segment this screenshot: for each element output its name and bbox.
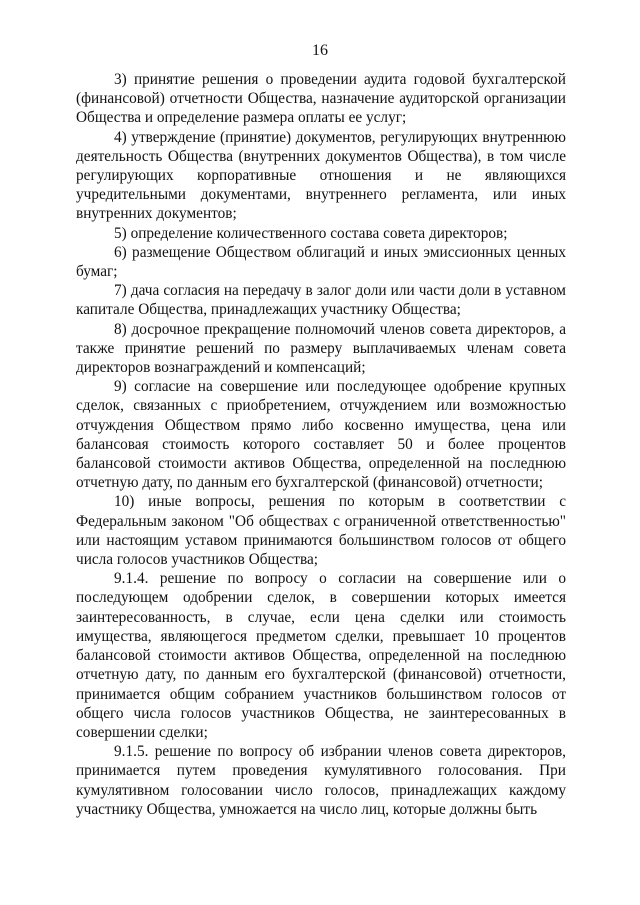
paragraph-item-3: 3) принятие решения о проведении аудита годовой бухгалтерской (финансовой) отчетности Общества, назначение аудиторской организации Общества и определение размера оплаты ее услуг; bbox=[76, 71, 566, 127]
paragraph-clause-9-1-4: 9.1.4. решение по вопросу о согласии на совершение или о последующем одобрении сделок, в совершении которых имеется заинтересованность, в случае, если цена сделки или стоимость имущества, являющегося предметом сделки, превышает 10 процентов балансовой стоимости активов Общества, определенной на последнюю отчетную дату, по данным его бухгалтерской (финансовой) отчетности, принимается общим собранием участников большинством голосов от общего числа голосов участников Общества, не заинтересованных в совершении сделки; bbox=[76, 570, 566, 741]
paragraph-item-4: 4) утверждение (принятие) документов, регулирующих внутреннюю деятельность Общества (внутренних документов Общества), в том числе регулирующих корпоративные отношения и не являющихся учредительными документами, внутреннего регламента, или иных внутренних документов; bbox=[76, 128, 566, 223]
paragraph-item-5: 5) определение количественного состава совета директоров; bbox=[114, 224, 508, 242]
paragraph-item-8: 8) досрочное прекращение полномочий членов совета директоров, а также принятие решений по размеру выплачиваемых членам совета директоров вознаграждений и компенсаций; bbox=[76, 320, 566, 377]
paragraph-item-6: 6) размещение Обществом облигаций и иных эмиссионных ценных бумаг; bbox=[76, 243, 566, 281]
paragraph-clause-9-1-5: 9.1.5. решение по вопросу об избрании членов совета директоров, принимается путем проведения кумулятивного голосования. При кумулятивном голосовании число голосов, принадлежащих каждому участнику Общества, умножается на число лиц, которые должны быть bbox=[76, 743, 566, 818]
paragraph-item-9: 9) согласие на совершение или последующее одобрение крупных сделок, связанных с приобретением, отчуждением или возможностью отчуждения Обществом прямо либо косвенно имущества, цена или балансовая стоимость которого составляет 50 и более процентов балансовой стоимости активов Общества, определенной на последнюю отчетную дату, по данным его бухгалтерской (финансовой) отчетности; bbox=[76, 378, 566, 492]
page-number: 16 bbox=[312, 42, 328, 59]
document-body bbox=[76, 70, 566, 819]
paragraph-item-7: 7) дача согласия на передачу в залог доли или части доли в уставном капитале Общества, принадлежащих участнику Общества; bbox=[76, 282, 566, 319]
paragraph-item-10: 10) иные вопросы, решения по которым в соответствии с Федеральным законом "Об обществах с ограниченной ответственностью" или настоящим уставом принимаются большинством голосов от общего числа голосов участников Общества; bbox=[76, 493, 566, 569]
